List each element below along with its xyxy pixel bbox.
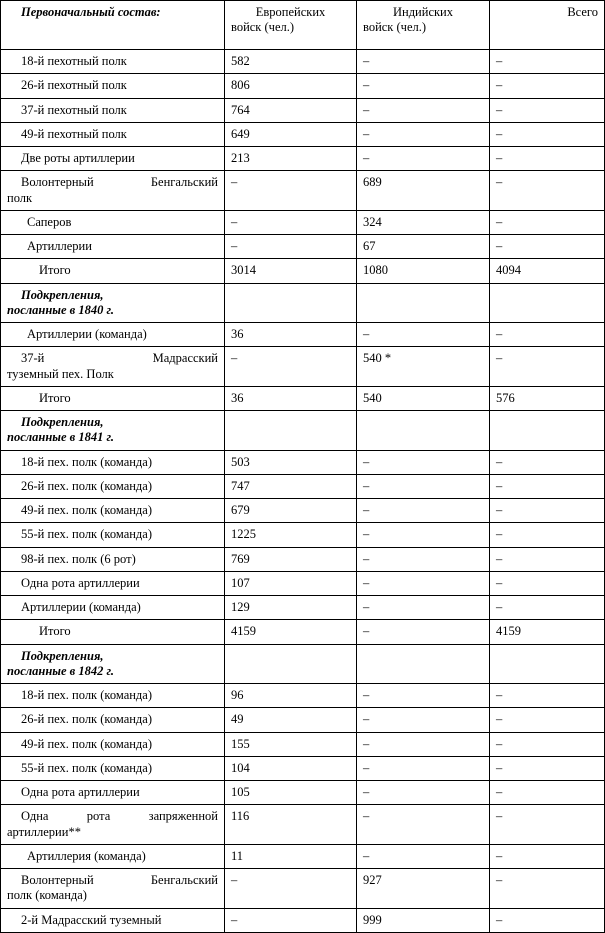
row-european: – (225, 869, 357, 909)
row-total: – (490, 869, 605, 909)
row-indian: 540 (357, 386, 490, 410)
header-european-line1: Европейских (255, 5, 326, 19)
row-total: – (490, 571, 605, 595)
row-indian: – (357, 50, 490, 74)
row-label-line2: артиллерии** (7, 824, 81, 839)
row-indian: – (357, 756, 490, 780)
row-total-1840 (1, 386, 605, 410)
row-total: – (490, 122, 605, 146)
row-total: – (490, 474, 605, 498)
row-european: 213 (225, 147, 357, 171)
row-total: – (490, 684, 605, 708)
row-indian: – (357, 523, 490, 547)
row-two-artillery-companies (1, 147, 605, 171)
row-indian: – (357, 450, 490, 474)
row-label: 37-й пехотный полк (1, 98, 225, 122)
row-indian: 540 * (357, 347, 490, 387)
row-label: 49-й пех. полк (команда) (1, 732, 225, 756)
row-indian: – (357, 323, 490, 347)
header-cell-indian (357, 1, 490, 50)
row-artillery-detachment-1841 (1, 596, 605, 620)
row-european: 582 (225, 50, 357, 74)
row-european: – (225, 908, 357, 932)
row-one-artillery-company-1842 (1, 781, 605, 805)
row-european: 105 (225, 781, 357, 805)
row-indian: 324 (357, 210, 490, 234)
row-label: 55-й пех. полк (команда) (1, 756, 225, 780)
row-indian: 67 (357, 235, 490, 259)
row-total: – (490, 171, 605, 211)
row-european: 116 (225, 805, 357, 845)
row-bengal-volunteer-detachment-1842 (1, 869, 605, 909)
row-total: – (490, 708, 605, 732)
section-european (225, 644, 357, 684)
row-european: 129 (225, 596, 357, 620)
row-indian: – (357, 474, 490, 498)
row-total: – (490, 547, 605, 571)
row-artillery-detachment-1840 (1, 323, 605, 347)
row-total: 4159 (490, 620, 605, 644)
row-european: 4159 (225, 620, 357, 644)
header-indian-line2: войск (чел.) (363, 20, 427, 35)
row-european: 679 (225, 499, 357, 523)
section-total (490, 283, 605, 323)
row-european: 96 (225, 684, 357, 708)
row-european: – (225, 171, 357, 211)
header-cell-composition: Первоначальный состав: (1, 1, 225, 50)
row-total: – (490, 210, 605, 234)
section-label-line1: Подкрепления, (21, 287, 104, 302)
row-indian: – (357, 620, 490, 644)
row-bengal-volunteer-regiment (1, 171, 605, 211)
row-label: Одна рота артиллерии (1, 781, 225, 805)
row-label-line2: туземный пех. Полк (7, 366, 114, 381)
section-reinforcements-1842 (1, 644, 605, 684)
header-cell-total: Всего (490, 1, 605, 50)
row-total: – (490, 499, 605, 523)
row-37th-infantry (1, 98, 605, 122)
row-total: – (490, 50, 605, 74)
row-label: Итого (1, 386, 225, 410)
row-indian: 999 (357, 908, 490, 932)
section-label-line1: Подкрепления, (21, 648, 104, 663)
row-label: 18-й пех. полк (команда) (1, 450, 225, 474)
section-label (1, 283, 225, 323)
row-total: – (490, 908, 605, 932)
row-55th-detachment-1841 (1, 523, 605, 547)
row-european: 806 (225, 74, 357, 98)
row-label-line1: 37-й Мадрасский (21, 351, 218, 366)
row-total: – (490, 732, 605, 756)
row-european: – (225, 347, 357, 387)
row-total-initial (1, 259, 605, 283)
row-label: Артиллерии (команда) (1, 596, 225, 620)
row-european: 155 (225, 732, 357, 756)
row-label: Артиллерии (1, 235, 225, 259)
table-body (1, 1, 605, 933)
row-indian: 1080 (357, 259, 490, 283)
row-total: – (490, 756, 605, 780)
row-label-line1: Волонтерный Бенгальский (21, 873, 218, 887)
row-55th-detachment-1842 (1, 756, 605, 780)
row-indian: – (357, 98, 490, 122)
row-label: 18-й пехотный полк (1, 50, 225, 74)
row-indian: – (357, 571, 490, 595)
row-49th-detachment-1841 (1, 499, 605, 523)
row-total: – (490, 98, 605, 122)
row-european: 649 (225, 122, 357, 146)
row-26th-detachment-1841 (1, 474, 605, 498)
row-label: Артиллерия (команда) (1, 844, 225, 868)
row-label: 98-й пех. полк (6 рот) (1, 547, 225, 571)
row-indian: – (357, 596, 490, 620)
row-label: 55-й пех. полк (команда) (1, 523, 225, 547)
row-label (1, 347, 225, 387)
section-indian (357, 283, 490, 323)
section-reinforcements-1840 (1, 283, 605, 323)
row-indian: – (357, 122, 490, 146)
row-total-1841 (1, 620, 605, 644)
row-26th-infantry (1, 74, 605, 98)
row-label: 2-й Мадрасский туземный (1, 908, 225, 932)
table-header-row (1, 1, 605, 50)
row-european: 11 (225, 844, 357, 868)
row-indian: – (357, 499, 490, 523)
row-european: 769 (225, 547, 357, 571)
row-total: – (490, 147, 605, 171)
section-label-line1: Подкрепления, (21, 415, 104, 429)
row-total: – (490, 844, 605, 868)
row-49th-detachment-1842 (1, 732, 605, 756)
row-37th-madras-native (1, 347, 605, 387)
row-label: Итого (1, 620, 225, 644)
row-label: 26-й пехотный полк (1, 74, 225, 98)
row-european: 503 (225, 450, 357, 474)
row-total: 4094 (490, 259, 605, 283)
section-reinforcements-1841 (1, 411, 605, 451)
row-total: – (490, 523, 605, 547)
row-98th-six-companies-1841 (1, 547, 605, 571)
row-indian: – (357, 708, 490, 732)
row-european: 1225 (225, 523, 357, 547)
row-european: 107 (225, 571, 357, 595)
row-total: – (490, 805, 605, 845)
row-total: – (490, 781, 605, 805)
row-european: 36 (225, 323, 357, 347)
row-label: 26-й пех. полк (команда) (1, 474, 225, 498)
section-indian (357, 644, 490, 684)
row-european: 747 (225, 474, 357, 498)
header-indian-line1: Индийских (392, 5, 454, 19)
row-18th-detachment-1841 (1, 450, 605, 474)
row-european: – (225, 210, 357, 234)
row-label: 26-й пех. полк (команда) (1, 708, 225, 732)
section-european (225, 283, 357, 323)
row-indian: – (357, 547, 490, 571)
row-label: Итого (1, 259, 225, 283)
section-total (490, 644, 605, 684)
section-label (1, 644, 225, 684)
row-2nd-madras-native (1, 908, 605, 932)
row-18th-infantry (1, 50, 605, 74)
row-total: – (490, 323, 605, 347)
row-total: – (490, 235, 605, 259)
row-european: 36 (225, 386, 357, 410)
row-indian: – (357, 781, 490, 805)
row-18th-detachment-1842 (1, 684, 605, 708)
row-26th-detachment-1842 (1, 708, 605, 732)
row-label-line2: полк (7, 190, 33, 205)
section-european (225, 411, 357, 451)
row-indian: – (357, 805, 490, 845)
row-one-artillery-company-1841 (1, 571, 605, 595)
row-artillery (1, 235, 605, 259)
row-label-line1: Одна рота запряженной (21, 809, 218, 824)
row-label (1, 805, 225, 845)
row-label (1, 171, 225, 211)
row-indian: – (357, 74, 490, 98)
row-label (1, 869, 225, 909)
row-label-line2: полк (команда) (7, 888, 87, 903)
row-49th-infantry (1, 122, 605, 146)
row-artillery-detachment-1842 (1, 844, 605, 868)
section-total (490, 411, 605, 451)
section-label-line2: посланные в 1841 г. (7, 430, 115, 445)
section-indian (357, 411, 490, 451)
row-label: 18-й пех. полк (команда) (1, 684, 225, 708)
row-horse-artillery-company-1842 (1, 805, 605, 845)
row-total: 576 (490, 386, 605, 410)
section-label (1, 411, 225, 451)
row-european: 49 (225, 708, 357, 732)
row-european: 104 (225, 756, 357, 780)
row-label: Две роты артиллерии (1, 147, 225, 171)
section-label-line2: посланные в 1840 г. (7, 302, 115, 317)
row-european: 3014 (225, 259, 357, 283)
row-european: – (225, 235, 357, 259)
header-european-line2: войск (чел.) (231, 20, 295, 35)
row-label: 49-й пехотный полк (1, 122, 225, 146)
row-total: – (490, 74, 605, 98)
row-indian: – (357, 844, 490, 868)
row-label-line1: Волонтерный Бенгальский (21, 175, 218, 190)
header-cell-european (225, 1, 357, 50)
row-total: – (490, 347, 605, 387)
row-indian: – (357, 147, 490, 171)
row-indian: 927 (357, 869, 490, 909)
row-european: 764 (225, 98, 357, 122)
row-label: Одна рота артиллерии (1, 571, 225, 595)
section-label-line2: посланные в 1842 г. (7, 663, 115, 678)
row-label: Саперов (1, 210, 225, 234)
row-label: 49-й пех. полк (команда) (1, 499, 225, 523)
row-label: Артиллерии (команда) (1, 323, 225, 347)
row-total: – (490, 450, 605, 474)
row-indian: 689 (357, 171, 490, 211)
row-indian: – (357, 732, 490, 756)
row-total: – (490, 596, 605, 620)
row-sappers (1, 210, 605, 234)
row-indian: – (357, 684, 490, 708)
